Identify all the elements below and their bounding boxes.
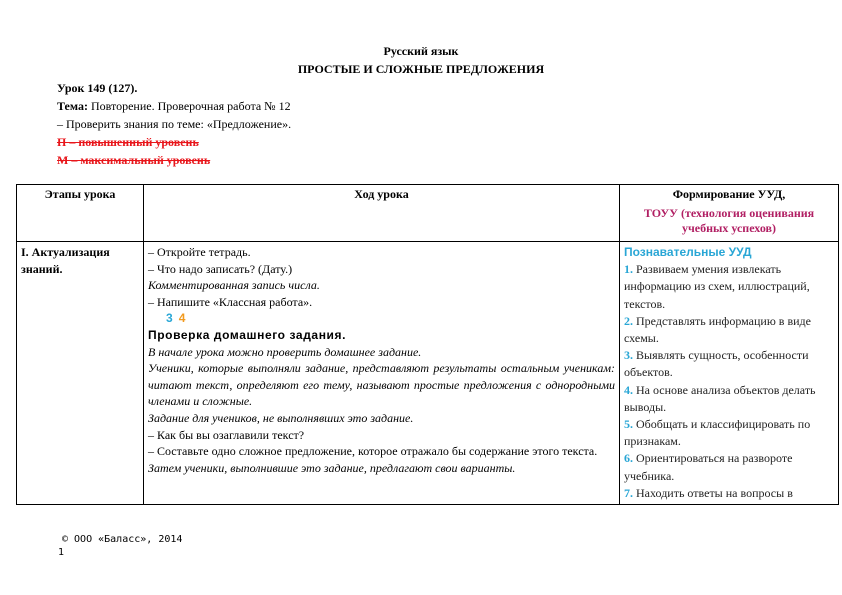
level-m: М – максимальный уровень: [57, 153, 211, 167]
uud-item-text: Находить ответы на вопросы в: [633, 485, 793, 500]
uud-item-number: 6.: [624, 451, 633, 466]
uud-item-text: Ориентироваться на развороте учебника.: [624, 451, 793, 483]
stage-label: I. Актуализация знаний.: [21, 245, 110, 276]
uud-header-subtitle: ТОУУ (технология оценивания учебных успехов): [643, 206, 815, 235]
course-line: Затем ученики, выполнившие это задание, предлагают свои варианты.: [148, 460, 516, 475]
uud-header-title: Формирование УУД,: [672, 187, 786, 201]
lesson-number: Урок 149 (127).: [57, 81, 138, 95]
course-line: – Откройте тетрадь.: [148, 245, 251, 259]
subject-title: Русский язык: [383, 44, 459, 58]
uud-item-text: Развиваем умения извлекать информацию из схем, иллюстраций, текстов.: [624, 262, 810, 311]
uud-item-number: 3.: [624, 348, 633, 363]
uud-item: [624, 416, 834, 450]
course-line: – Составьте одно сложное предложение, которое отражало бы содержание этого текста.: [148, 444, 598, 459]
uud-item-number: 7.: [624, 485, 633, 500]
uud-item-text: Выявлять сущность, особенности объектов.: [624, 348, 809, 380]
course-line: – Что надо записать? (Дату.): [148, 261, 293, 276]
level-p: П – повышенный уровень: [57, 135, 199, 149]
table-header-row: [17, 185, 839, 242]
uud-title: Познавательные УУД: [624, 245, 752, 259]
topic-title: ПРОСТЫЕ И СЛОЖНЫЕ ПРЕДЛОЖЕНИЯ: [297, 62, 545, 76]
uud-item-number: 4.: [624, 382, 633, 397]
uud-item: [624, 313, 834, 347]
badge-3: 3: [166, 311, 173, 326]
badge-4: 4: [178, 311, 186, 326]
level-badges: [148, 310, 615, 327]
stage-cell: [17, 242, 144, 505]
header-stages: Этапы урока: [17, 185, 144, 242]
course-line: Ученики, которые выполняли задание, представляют результаты остальным ученикам: читают текст, определяют его тему, называют простые предложения с однородными членами и сложные.: [148, 361, 615, 409]
course-line: – Как бы вы озаглавили текст?: [148, 427, 305, 442]
uud-item: [624, 261, 834, 313]
uud-item-text: На основе анализа объектов делать выводы.: [624, 382, 816, 414]
header-course: Ход урока: [144, 185, 620, 242]
table-row: [17, 242, 839, 505]
uud-item-text: Обобщать и классифицировать по признакам.: [624, 417, 811, 449]
course-line: Комментированная запись числа.: [148, 278, 320, 293]
course-line: Задание для учеников, не выполнявших это задание.: [148, 410, 414, 425]
lesson-table: [16, 184, 839, 505]
uud-item-number: 5.: [624, 417, 633, 432]
uud-cell: [620, 242, 839, 505]
uud-item: [624, 382, 834, 416]
uud-item-number: 1.: [624, 262, 633, 277]
lesson-theme: [57, 99, 291, 114]
lesson-goal: – Проверить знания по теме: «Предложение».: [57, 117, 292, 131]
theme-text: Повторение. Проверочная работа № 12: [87, 99, 291, 113]
theme-label: Тема:: [57, 99, 88, 113]
uud-item-number: 2.: [624, 313, 633, 328]
uud-item: [624, 450, 834, 484]
header-uud: [620, 185, 839, 242]
course-line: – Напишите «Классная работа».: [148, 294, 313, 309]
course-line: В начале урока можно проверить домашнее задание.: [148, 344, 422, 359]
uud-item: [624, 347, 834, 381]
homework-check-title: Проверка домашнего задания.: [148, 327, 347, 342]
page-number: 1: [58, 547, 65, 558]
uud-item-text: Представлять информацию в виде схемы.: [624, 313, 811, 346]
copyright: © ООО «Баласс», 2014: [62, 534, 183, 545]
uud-item: [624, 485, 834, 502]
course-cell: [144, 242, 620, 505]
